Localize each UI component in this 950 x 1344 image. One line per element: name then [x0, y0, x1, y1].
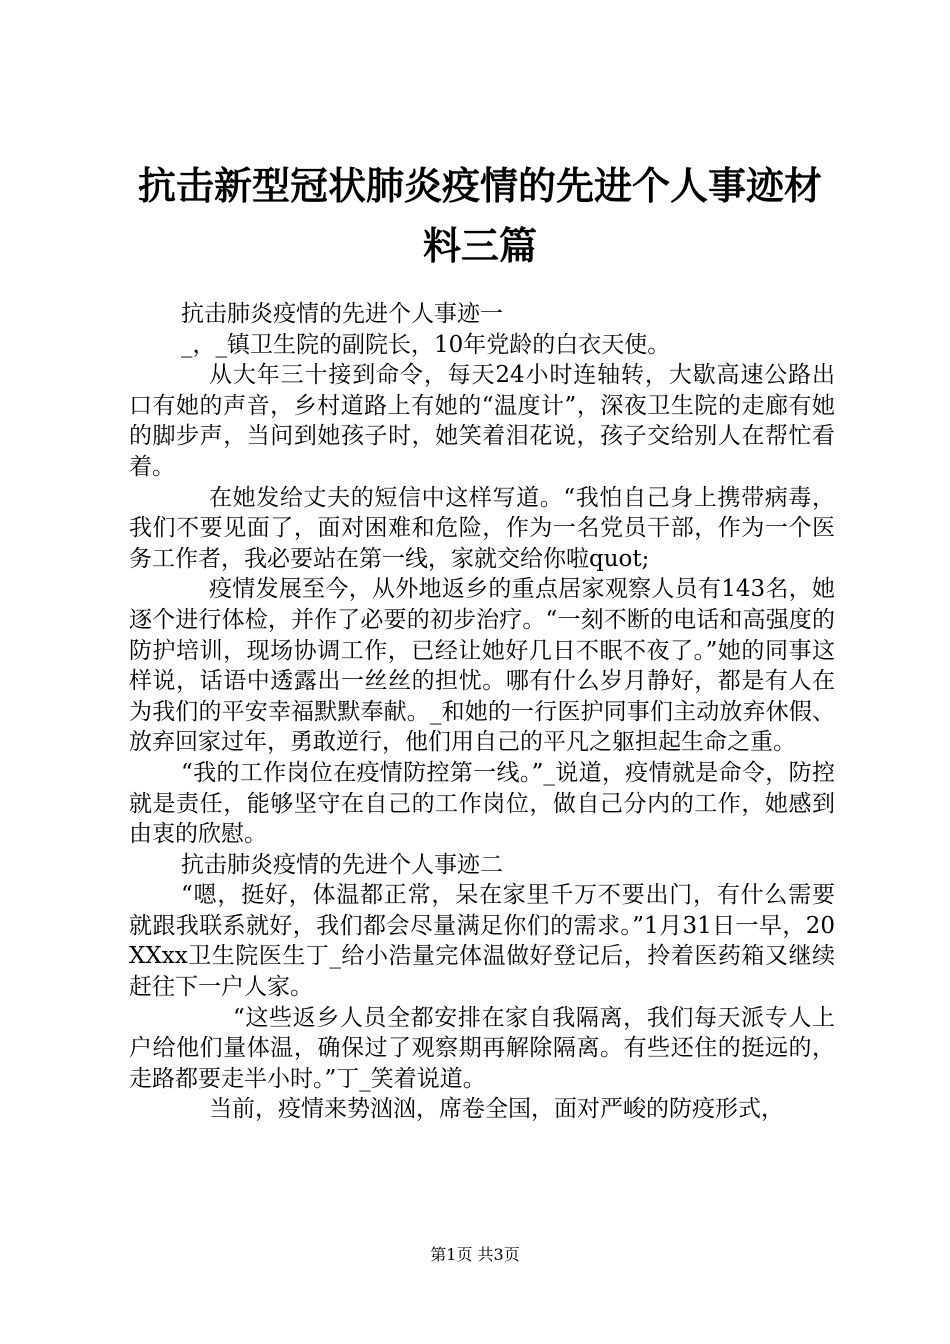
- paragraph: _，_镇卫生院的副院长，10年党龄的白衣天使。: [181, 331, 671, 358]
- section-heading-2: 抗击肺炎疫情的先进个人事迹二: [181, 851, 503, 878]
- paragraph: “嗯，挺好，体温都正常，呆在家里千万不要出门，有什么需要就跟我联系就好，我们都会尽量满足你们的需求。”1月31日一早，20XXxx卫生院医生丁_给小浩量完体温做好登记后，拎着医药箱又继续赶往下一户人家。: [129, 882, 835, 1001]
- paragraph: 当前，疫情来势汹汹，席卷全国，面对严峻的防疫形式，: [209, 1096, 784, 1123]
- section-heading-1: 抗击肺炎疫情的先进个人事迹一: [181, 301, 503, 327]
- paragraph: “我的工作岗位在疫情防控第一线。”_说道，疫情就是命令，防控就是责任，能够坚守在自己的工作岗位，做自己分内的工作，她感到由衷的欣慰。: [129, 759, 835, 848]
- document-title: 抗击新型冠状肺炎疫情的先进个人事迹材料三篇: [137, 164, 822, 268]
- paragraph: 从大年三十接到命令，每天24小时连轴转，大歇高速公路出口有她的声音，乡村道路上有她的“温度计”，深夜卫生院的走廊有她的脚步声，当问到她孩子时，她笑着泪花说，孩子交给别人在帮忙看着。: [129, 362, 835, 480]
- paragraph: “这些返乡人员全都安排在家自我隔离，我们每天派专人上户给他们量体温，确保过了观察期再解除隔离。有些还住的挺远的，走路都要走半小时。”丁_笑着说道。: [129, 1004, 835, 1092]
- document-body: [129, 299, 835, 1125]
- paragraph: 疫情发展至今，从外地返乡的重点居家观察人员有143名，她逐个进行体检，并作了必要的初步治疗。“一刻不断的电话和高强度的防护培训，现场协调工作，已经让她好几日不眠不夜了。”她的同事这样说，话语中透露出一丝丝的担忧。哪有什么岁月静好，都是有人在为我们的平安幸福默默奉献。_和她的一行医护同事们主动放弃休假、放弃回家过年，勇敢逆行，他们用自己的平凡之躯担起生命之重。: [129, 576, 835, 756]
- page-footer: 第1页 共3页: [430, 1245, 520, 1264]
- paragraph: 在她发给丈夫的短信中这样写道。“我怕自己身上携带病毒，我们不要见面了，面对困难和危险，作为一名党员干部，作为一个医务工作者，我必要站在第一线，家就交给你啦quot;: [129, 484, 835, 572]
